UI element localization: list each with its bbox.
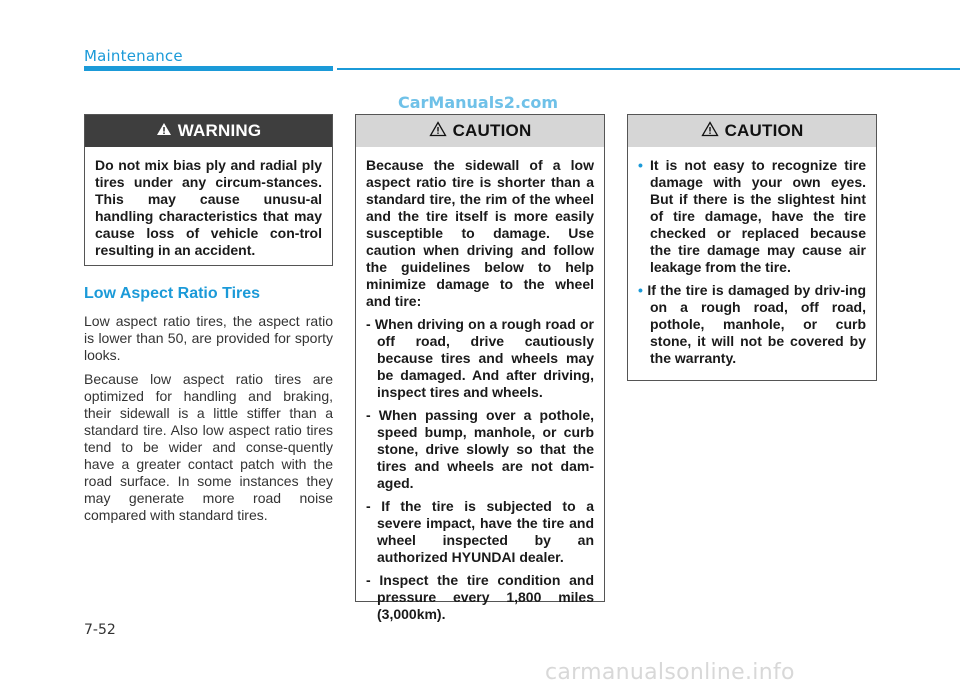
low-aspect-paragraph-2: Because low aspect ratio tires are optimized for handling and braking, their sidewall is a little stiffer than a standard tire. Also low aspect ratio tires tend to be wider and conse-quently have a greater contact patch with the road surface. In some instances they may generate more road noise compared with standard tires. [84, 371, 333, 523]
low-aspect-paragraph-1: Low aspect ratio tires, the aspect ratio is lower than 50, are provided for sporty looks. [84, 313, 333, 363]
caution-header-1 [356, 115, 604, 147]
page-number: 7-52 [84, 622, 116, 638]
caution-title-2: CAUTION [724, 121, 804, 140]
caution-box-2 [627, 114, 877, 381]
caution-1-item: - Inspect the tire condition and pressure every 1,800 miles (3,000km). [366, 572, 594, 622]
caution-1-item: - If the tire is subjected to a severe impact, have the tire and wheel inspected by an authorized HYUNDAI dealer. [366, 498, 594, 565]
caution-header-2 [628, 115, 876, 147]
caution-triangle-icon [429, 121, 447, 142]
warning-box [84, 114, 333, 266]
header-rule-thin [337, 68, 960, 70]
watermark-top: CarManuals2.com [398, 93, 559, 112]
low-aspect-body [84, 313, 333, 531]
warning-text: Do not mix bias ply and radial ply tires under any circum-stances. This may cause unusu-al handling characteristics that may cause loss of vehicle con-trol resulting in an accident. [95, 157, 322, 258]
caution-1-intro: Because the sidewall of a low aspect ratio tire is shorter than a standard tire, the rim of the wheel and the tire itself is more easily susceptible to damage. Use caution when driving and follow the guidelines below to help minimize damage to the wheel and tire: [366, 157, 594, 309]
caution-2-item [638, 282, 866, 367]
bullet-dot: • [638, 282, 643, 298]
caution-triangle-icon [701, 121, 719, 142]
caution-1-item: - When passing over a pothole, speed bump, manhole, or curb stone, drive slowly so that the tires and wheels are not dam-aged. [366, 407, 594, 491]
section-title: Maintenance [84, 47, 183, 65]
low-aspect-heading: Low Aspect Ratio Tires [84, 285, 261, 302]
caution-title-1: CAUTION [452, 121, 532, 140]
watermark-bottom: carmanualsonline.info [545, 660, 795, 685]
warning-title: WARNING [177, 121, 262, 140]
caution-2-item-text: It is not easy to recognize tire damage with your own eyes. But if there is the slightest hint of tire damage, have the tire checked or replaced because the tire damage may cause air leakage from the tire. [650, 157, 867, 275]
bullet-dot: • [638, 157, 643, 173]
warning-header [85, 115, 332, 147]
caution-1-item: - When driving on a rough road or off road, drive cautiously because tires and wheels may be damaged. And after driving, inspect tires and wheels. [366, 316, 594, 400]
caution-2-item [638, 157, 866, 276]
caution-2-item-text: If the tire is damaged by driv-ing on a rough road, off road, pothole, manhole, or curb stone, it will not be covered by the warranty. [647, 282, 866, 366]
caution-box-1 [355, 114, 605, 622]
header-rule-thick [84, 66, 333, 71]
warning-triangle-icon [156, 121, 172, 141]
